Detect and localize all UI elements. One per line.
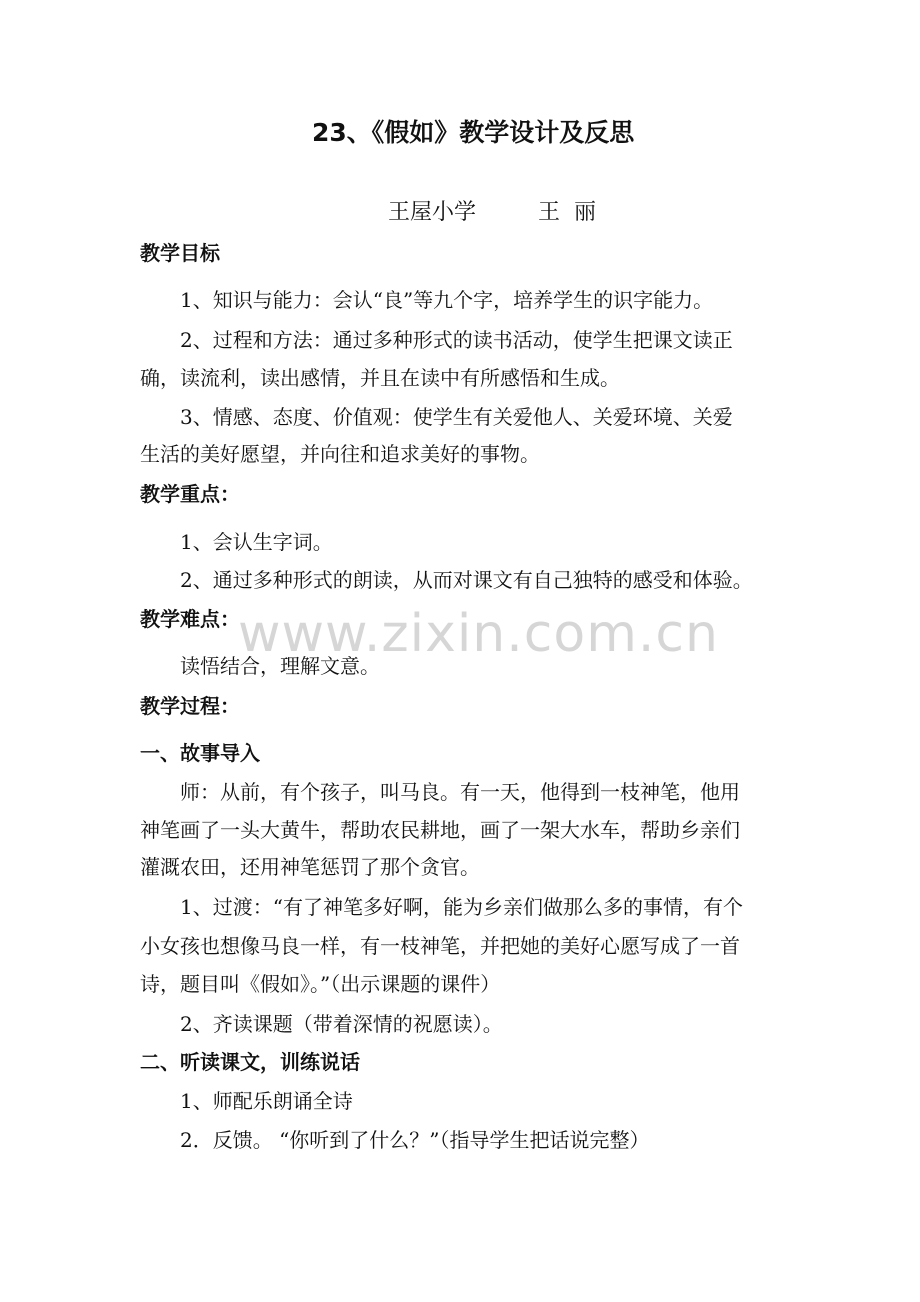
paragraph-line: 读悟结合，理解文意。	[180, 654, 380, 678]
paragraph-line: 小女孩也想像马良一样，有一枝神笔，并把她的美好心愿写成了一首	[140, 934, 740, 958]
section-heading: 一、故事导入	[140, 741, 260, 765]
document-title: 23、《假如》教学设计及反思	[312, 118, 635, 147]
paragraph-line: 2、齐读课题（带着深情的祝愿读）。	[180, 1012, 503, 1036]
paragraph-line: 2、通过多种形式的朗读，从而对课文有自己独特的感受和体验。	[180, 568, 753, 592]
watermark: www.zixin.com.cn	[238, 604, 719, 664]
heading-process: 教学过程：	[140, 694, 240, 718]
paragraph-line: 1、会认生字词。	[180, 530, 333, 554]
author-line	[388, 200, 596, 226]
paragraph-line: 1、师配乐朗诵全诗	[180, 1089, 353, 1113]
paragraph-line: 诗，题目叫《假如》。”（出示课题的课件）	[140, 972, 501, 996]
section-heading: 二、听读课文，训练说话	[140, 1050, 360, 1074]
paragraph-line: 3、情感、态度、价值观：使学生有关爱他人、关爱环境、关爱	[180, 405, 733, 429]
paragraph-line: 师：从前，有个孩子，叫马良。有一天，他得到一枝神笔，他用	[180, 780, 740, 804]
paragraph-line: 2．反馈。 “你听到了什么？”（指导学生把话说完整）	[180, 1128, 650, 1152]
heading-key-points: 教学重点：	[140, 482, 240, 506]
heading-difficulties: 教学难点：	[140, 607, 240, 631]
heading-objectives: 教学目标	[140, 241, 220, 265]
paragraph-line: 1、过渡：“有了神笔多好啊，能为乡亲们做那么多的事情，有个	[180, 895, 743, 919]
paragraph-line: 2、过程和方法：通过多种形式的读书活动，使学生把课文读正	[180, 328, 733, 352]
paragraph-line: 1、知识与能力：会认“良”等九个字，培养学生的识字能力。	[180, 288, 714, 312]
paragraph-line: 灌溉农田，还用神笔惩罚了那个贪官。	[140, 855, 480, 879]
paragraph-line: 神笔画了一头大黄牛，帮助农民耕地，画了一架大水车，帮助乡亲们	[140, 818, 740, 842]
paragraph-line: 确，读流利，读出感情，并且在读中有所感悟和生成。	[140, 366, 620, 390]
author-name: 王 丽	[538, 200, 597, 225]
paragraph-line: 生活的美好愿望，并向往和追求美好的事物。	[140, 442, 540, 466]
author-school: 王屋小学	[388, 200, 477, 225]
